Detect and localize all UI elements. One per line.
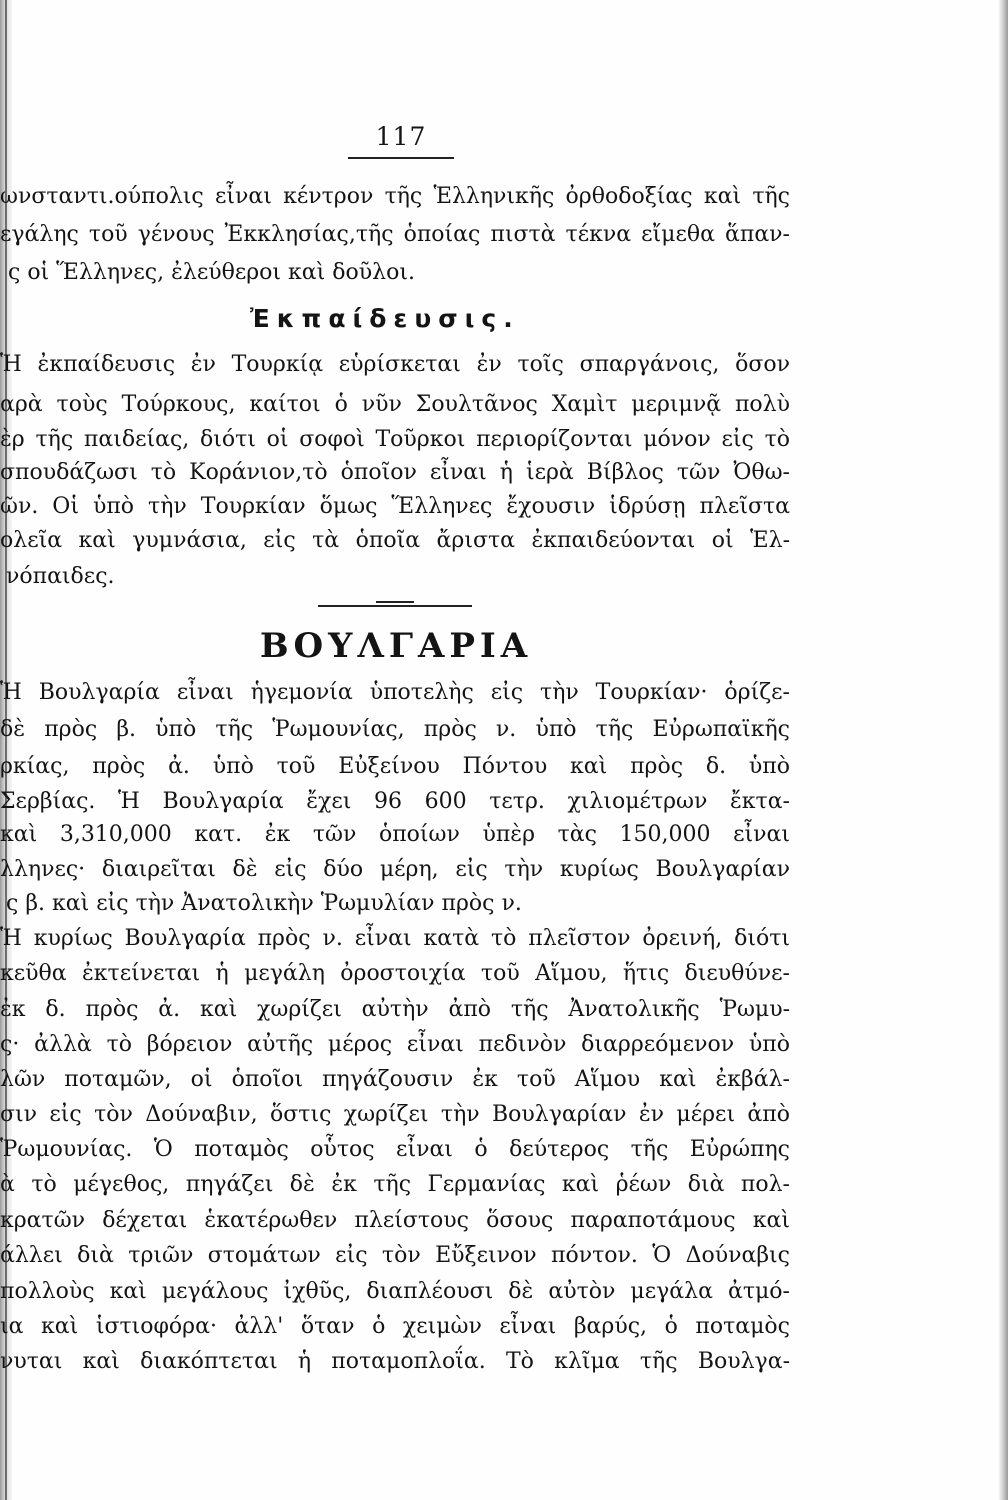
text-line: ἐκ δ. πρὸς ἀ. καὶ χωρίζει αὐτὴν ἀπὸ τῆς Ἀνατολικῆς Ῥωμυ- bbox=[0, 997, 790, 1022]
text-line: ς β. καὶ εἰς τὴν Ἀνατολικὴν Ῥωμυλίαν πρὸς ν. bbox=[6, 891, 522, 916]
page-number: 117 bbox=[375, 122, 427, 151]
text-line: λληνες· διαιρεῖται δὲ εἰς δύο μέρη, εἰς τὴν κυρίως Βουλγαρίαν bbox=[0, 857, 790, 882]
text-line: ρκίας, πρὸς ἀ. ὑπὸ τοῦ Εὐξείνου Πόντου καὶ πρὸς δ. ὑπὸ bbox=[0, 754, 790, 779]
text-line: ωνσταντι.ούπολις εἶναι κέντρον τῆς Ἑλληνικῆς ὀρθοδοξίας καὶ τῆς bbox=[0, 184, 790, 209]
section-heading: Ἐκπαίδευσις. bbox=[250, 304, 520, 333]
text-line: σπουδάζωσι τὸ Κοράνιον,τὸ ὁποῖον εἶναι ἡ ἱερὰ Βίβλος τῶν Ὀθω- bbox=[0, 460, 790, 485]
text-line: κεῦθα ἐκτείνεται ἡ μεγάλη ὀροστοιχία τοῦ Αἵμου, ἥτις διευθύνε- bbox=[0, 961, 790, 986]
text-line: νυται καὶ διακόπτεται ἡ ποταμοπλοΐα. Τὸ κλῖμα τῆς Βουλγα- bbox=[0, 1349, 790, 1374]
text-line: ια καὶ ἱστιοφόρα· ἀλλ' ὅταν ὁ χειμὼν εἶναι βαρύς, ὁ ποταμὸς bbox=[0, 1314, 790, 1339]
page-edge-shadow bbox=[998, 0, 1008, 1500]
divider-mark bbox=[376, 601, 414, 603]
text-line: κρατῶν δέχεται ἑκατέρωθεν πλείστους ὅσους παραποτάμους καὶ bbox=[0, 1208, 790, 1233]
text-line: ς· ἀλλὰ τὸ βόρειον αὐτῆς μέρος εἶναι πεδινὸν διαρρεόμενον ὑπὸ bbox=[0, 1032, 790, 1057]
text-line: Ἡ Βουλγαρία εἶναι ἡγεμονία ὑποτελὴς εἰς τὴν Τουρκίαν· ὁρίζε- bbox=[0, 680, 790, 705]
text-line: πολλοὺς καὶ μεγάλους ἰχθῦς, διαπλέουσι δὲ αὐτὸν μεγάλα ἀτμό- bbox=[0, 1279, 790, 1304]
divider-rule bbox=[318, 605, 472, 607]
text-line: Ἡ ἐκπαίδευσις ἐν Τουρκίᾳ εὑρίσκεται ἐν τοῖς σπαργάνοις, ὅσον bbox=[0, 352, 790, 377]
text-line: Ῥωμουνίας. Ὁ ποταμὸς οὗτος εἶναι ὁ δεύτερος τῆς Εὐρώπης bbox=[0, 1137, 790, 1162]
text-line: δὲ πρὸς β. ὑπὸ τῆς Ῥωμουνίας, πρὸς ν. ὑπὸ τῆς Εὐρωπαϊκῆς bbox=[0, 717, 790, 742]
text-line: Σερβίας. Ἡ Βουλγαρία ἔχει 96 600 τετρ. χιλιομέτρων ἔκτα- bbox=[0, 789, 790, 814]
text-line: ολεῖα καὶ γυμνάσια, εἰς τὰ ὁποῖα ἄριστα ἐκπαιδεύονται οἱ Ἑλ- bbox=[0, 528, 790, 553]
text-line: νόπαιδες. bbox=[6, 564, 115, 589]
text-line: ὰ τὸ μέγεθος, πηγάζει δὲ ἐκ τῆς Γερμανίας καὶ ῥέων διὰ πολ- bbox=[0, 1172, 790, 1197]
text-line: λῶν ποταμῶν, οἱ ὁποῖοι πηγάζουσιν ἐκ τοῦ Αἵμου καὶ ἐκβάλ- bbox=[0, 1067, 790, 1092]
chapter-heading: ΒΟΥΛΓΑΡΙΑ bbox=[259, 626, 533, 666]
text-line: ῶν. Οἱ ὑπὸ τὴν Τουρκίαν ὅμως Ἕλληνες ἔχουσιν ἱδρύσῃ πλεῖστα bbox=[0, 494, 790, 519]
text-line: αρὰ τοὺς Τούρκους, καίτοι ὁ νῦν Σουλτᾶνος Χαμὶτ μεριμνᾷ πολὺ bbox=[0, 392, 790, 417]
text-line: σιν εἰς τὸν Δούναβιν, ὅστις χωρίζει τὴν Βουλγαρίαν ἐν μέρει ἀπὸ bbox=[0, 1102, 790, 1127]
text-line: άλλει διὰ τριῶν στομάτων εἰς τὸν Εὔξεινον πόντον. Ὁ Δούναβις bbox=[0, 1243, 790, 1268]
text-line: εγάλης τοῦ γένους Ἐκκλησίας,τῆς ὁποίας πιστὰ τέκνα εἴμεθα ἅπαν- bbox=[0, 222, 790, 247]
section-divider bbox=[318, 600, 472, 614]
text-line: καὶ 3,310,000 κατ. ἐκ τῶν ὁποίων ὑπὲρ τὰς 150,000 εἶναι bbox=[0, 822, 790, 847]
text-line: ὲρ τῆς παιδείας, διότι οἱ σοφοὶ Τοῦρκοι περιορίζονται μόνον εἰς τὸ bbox=[0, 427, 790, 452]
text-line: Ἡ κυρίως Βουλγαρία πρὸς ν. εἶναι κατὰ τὸ πλεῖστον ὀρεινή, διότι bbox=[0, 926, 790, 951]
page-number-rule bbox=[348, 157, 454, 159]
text-line: ς οἱ Ἕλληνες, ἐλεύθεροι καὶ δοῦλοι. bbox=[8, 260, 415, 285]
